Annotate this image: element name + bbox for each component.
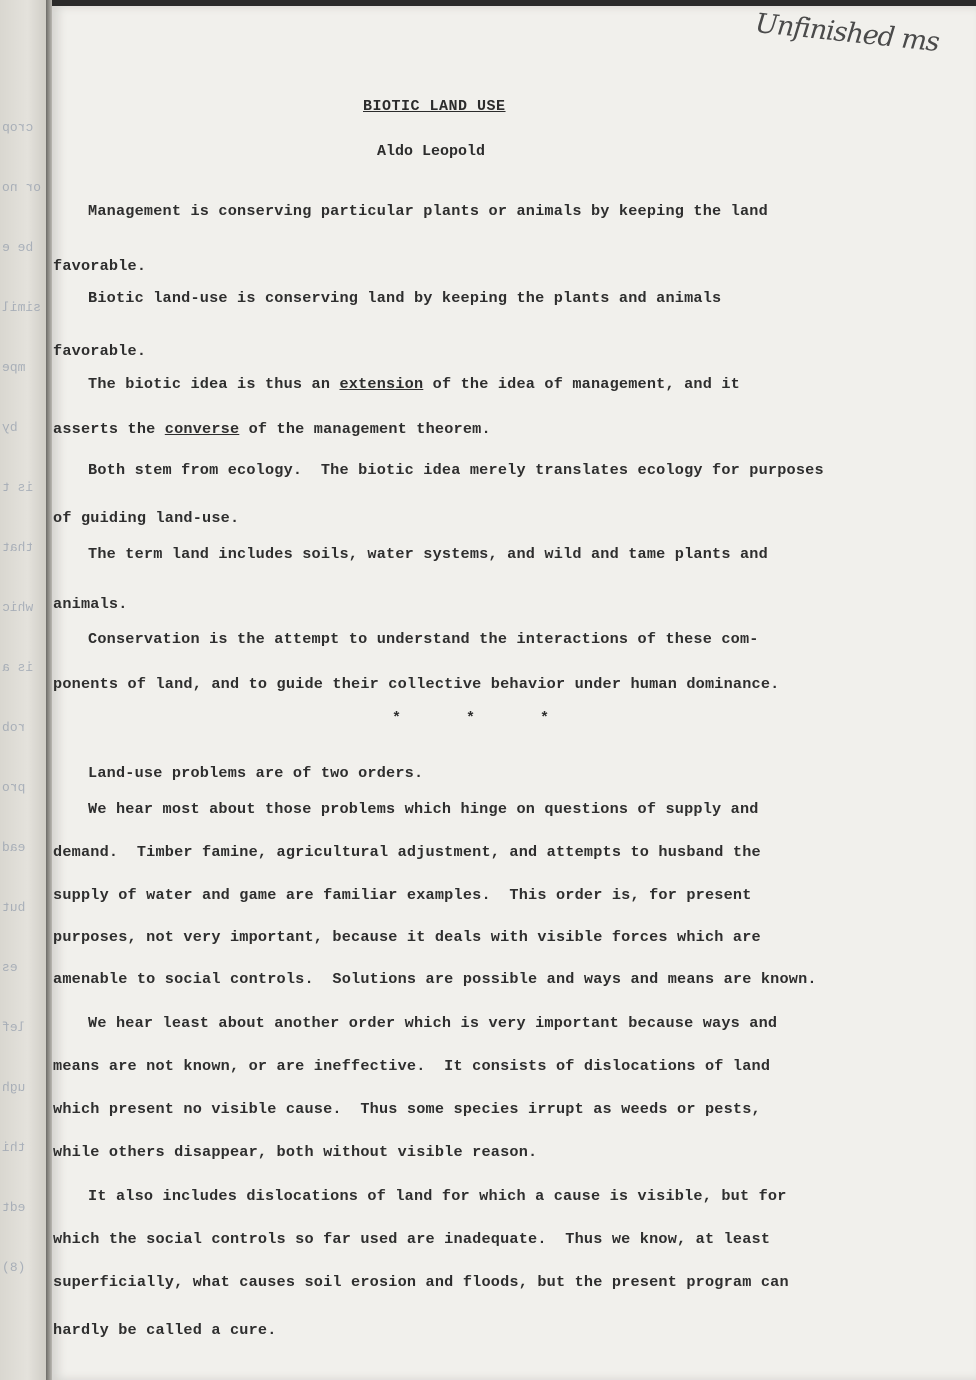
document-author: Aldo Leopold [377, 143, 486, 160]
text-line: Land-use problems are of two orders. [88, 764, 424, 782]
text-line: Biotic land-use is conserving land by keeping the plants and animals [88, 289, 722, 307]
text-line: favorable. [53, 342, 147, 360]
underlined-word: converse [164, 420, 240, 438]
bleed-through-text: is t [2, 480, 34, 495]
text-line: means are not known, or are ineffective. It consists of dislocations of land [53, 1057, 771, 1075]
text-line [88, 375, 740, 393]
text-segment: of the management theorem. [239, 420, 491, 438]
previous-page-edge [0, 0, 46, 1380]
bleed-through-text: thi [2, 1140, 26, 1155]
text-line: amenable to social controls. Solutions are possible and ways and means are known. [53, 970, 817, 988]
text-line: while others disappear, both without visible reason. [53, 1143, 538, 1161]
bleed-through-text: crop [2, 120, 34, 135]
text-segment: The biotic idea is thus an [88, 375, 340, 393]
handwritten-annotation: Unfinished ms [753, 8, 941, 59]
text-line: which the social controls so far used are inadequate. Thus we know, at least [53, 1230, 771, 1248]
text-line: We hear least about another order which is very important because ways and [88, 1014, 778, 1032]
text-line: hardly be called a cure. [53, 1321, 277, 1339]
bleed-through-text: edt [2, 1200, 26, 1215]
text-line: animals. [53, 595, 128, 613]
text-line: The term land includes soils, water systems, and wild and tame plants and [88, 545, 768, 563]
text-line: of guiding land-use. [53, 509, 240, 527]
text-line: Management is conserving particular plants or animals by keeping the land [88, 202, 768, 220]
bleed-through-text: ead [2, 840, 26, 855]
underlined-word: extension [339, 375, 424, 393]
text-line: Conservation is the attempt to understand the interactions of these com- [88, 630, 759, 648]
text-line: which present no visible cause. Thus some species irrupt as weeds or pests, [53, 1100, 761, 1118]
text-line: Both stem from ecology. The biotic idea merely translates ecology for purposes [88, 461, 824, 479]
bleed-through-text: ugh [2, 1080, 26, 1095]
bleed-through-text: pro [2, 780, 26, 795]
bleed-through-text: that [2, 540, 34, 555]
text-line: favorable. [53, 257, 147, 275]
bleed-through-text: lef [2, 1020, 26, 1035]
text-line: We hear most about those problems which hinge on questions of supply and [88, 800, 759, 818]
text-segment: asserts the [53, 420, 165, 438]
text-line: demand. Timber famine, agricultural adjustment, and attempts to husband the [53, 843, 761, 861]
bleed-through-text: but [2, 900, 26, 915]
text-line: superficially, what causes soil erosion and floods, but the present program can [53, 1273, 789, 1291]
text-line: supply of water and game are familiar examples. This order is, for present [53, 886, 752, 904]
text-segment: of the idea of management, and it [423, 375, 740, 393]
bleed-through-text: by [2, 420, 18, 435]
bleed-through-text: rob [2, 720, 26, 735]
document-title: BIOTIC LAND USE [363, 98, 506, 115]
text-line: It also includes dislocations of land for which a cause is visible, but for [88, 1187, 787, 1205]
bleed-through-text: simil [2, 300, 42, 315]
text-line: ponents of land, and to guide their collective behavior under human dominance. [53, 675, 780, 693]
bleed-through-text: or no [2, 180, 42, 195]
section-separator: * * * [392, 710, 578, 727]
bleed-through-text: whic [2, 600, 34, 615]
bleed-through-text: es [2, 960, 18, 975]
bleed-through-text: mpe [2, 360, 26, 375]
text-line: purposes, not very important, because it deals with visible forces which are [53, 928, 761, 946]
text-line [53, 420, 491, 438]
bleed-through-text: be e [2, 240, 34, 255]
bleed-through-text: (8) [2, 1260, 26, 1275]
bleed-through-text: is a [2, 660, 34, 675]
